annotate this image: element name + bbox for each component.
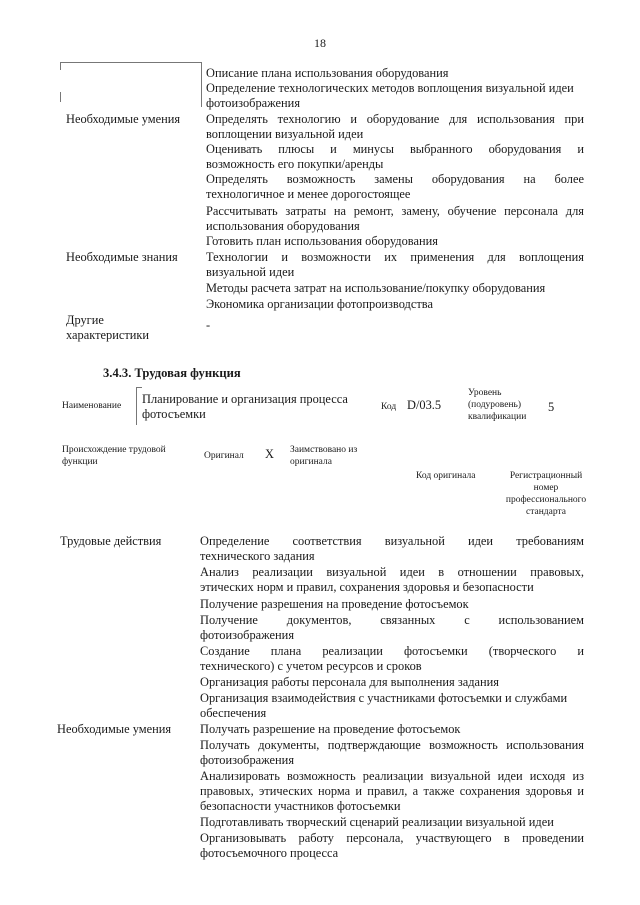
skill-line: Получать разрешение на проведение фотосъемок <box>200 722 461 736</box>
action-line: технического) с учетом ресурсов и сроков <box>200 659 422 673</box>
name-value: Планирование и организация процесса <box>142 392 348 406</box>
action-line: Организация работы персонала для выполнения задания <box>200 675 500 689</box>
skill-line: безопасности участников фотосъемки <box>200 799 401 813</box>
reg-label: Регистрационный <box>509 471 583 481</box>
action-line: обеспечения <box>200 706 267 720</box>
skill-line: Получать документы, подтверждающие возможность использования <box>200 738 584 752</box>
knowledge-line: визуальной идеи <box>206 265 295 279</box>
action-line: Получение разрешения на проведение фотосъемок <box>200 597 469 611</box>
continued-row: Определение технологических методов воплощения визуальной идеи <box>206 81 574 95</box>
skill-line: Подготавливать творческий сценарий реализации визуальной идеи <box>200 815 554 829</box>
action-line: Создание плана реализации фотосъемки (творческого и <box>200 644 584 658</box>
action-line: фотоизображения <box>200 628 295 642</box>
level-value: 5 <box>548 400 555 414</box>
skill-line: возможность его покупки/аренды <box>206 157 384 171</box>
page-number: 18 <box>314 36 326 50</box>
skill-line: Оценивать плюсы и минусы выбранного оборудования и <box>206 142 584 156</box>
section-heading: 3.4.3. Трудовая функция <box>103 366 241 380</box>
action-line: этических норм и правил, сохранения здоровья и безопасности <box>200 580 534 594</box>
level-label: Уровень <box>468 388 502 398</box>
action-line: Определение соответствия визуальной идеи требованиям <box>200 534 584 548</box>
original-label: Оригинал <box>204 451 244 461</box>
skill-line: использования оборудования <box>206 219 360 233</box>
reg-label: номер <box>533 483 559 493</box>
name-value: фотосъемки <box>142 407 206 421</box>
skill-line: Определять технологию и оборудование для использования при <box>206 112 584 126</box>
knowledge-label: Необходимые знания <box>66 250 178 264</box>
code-value: D/03.5 <box>407 398 442 412</box>
borrowed-label: оригинала <box>290 457 332 467</box>
actions-label: Трудовые действия <box>60 534 162 548</box>
name-label: Наименование <box>62 401 122 411</box>
origin-label: Происхождение трудовой <box>62 445 166 455</box>
knowledge-line: Экономика организации фотопроизводства <box>206 297 433 311</box>
other-value: - <box>206 318 211 332</box>
cell-border-left-2 <box>60 92 61 102</box>
origin-label: функции <box>62 457 98 467</box>
action-line: Организация взаимодействия с участниками фотосъемки и службами <box>200 691 568 705</box>
cell-border-top <box>60 62 201 63</box>
code-label: Код <box>381 402 397 412</box>
action-line: технического задания <box>200 549 315 563</box>
level-label: квалификации <box>468 412 527 422</box>
skill-line: правовых, этических норма и правил, а также сохранения здоровья и <box>200 784 584 798</box>
skills-label: Необходимые умения <box>66 112 181 126</box>
skill-line: Определять возможность замены оборудования на более <box>206 172 584 186</box>
reg-label: профессионального <box>505 495 587 505</box>
skill-line: фотоизображения <box>200 753 295 767</box>
name-cell-border-top <box>136 387 142 388</box>
skill-line: Анализировать возможность реализации визуальной идеи исходя из <box>200 769 584 783</box>
other-label: характеристики <box>66 328 150 342</box>
orig-code-label: Код оригинала <box>416 471 476 481</box>
skill-line: Готовить план использования оборудования <box>206 234 438 248</box>
action-line: Анализ реализации визуальной идеи в отношении правовых, <box>200 565 584 579</box>
skill-line: технологичное и менее дорогостоящее <box>206 187 411 201</box>
cell-border-left <box>60 62 61 70</box>
borrowed-label: Заимствовано из <box>290 445 358 455</box>
continued-row: фотоизображения <box>206 96 301 110</box>
skill-line: фотосъемочного процесса <box>200 846 339 860</box>
other-label: Другие <box>66 313 104 327</box>
skill-line: Рассчитывать затраты на ремонт, замену, обучение персонала для <box>206 204 584 218</box>
knowledge-line: Технологии и возможности их применения для воплощения <box>206 250 584 264</box>
level-label: (подуровень) <box>468 400 522 410</box>
continued-row: Описание плана использования оборудования <box>206 66 449 80</box>
action-line: Получение документов, связанных с использованием <box>200 613 584 627</box>
skill-line: воплощении визуальной идеи <box>206 127 364 141</box>
skill-line: Организовывать работу персонала, участвующего в проведении <box>200 831 584 845</box>
skills-label: Необходимые умения <box>57 722 172 736</box>
original-mark: X <box>265 447 274 461</box>
knowledge-line: Методы расчета затрат на использование/покупку оборудования <box>206 281 546 295</box>
name-cell-border <box>136 387 137 425</box>
cell-border-divider <box>201 62 202 107</box>
reg-label: стандарта <box>526 507 566 517</box>
